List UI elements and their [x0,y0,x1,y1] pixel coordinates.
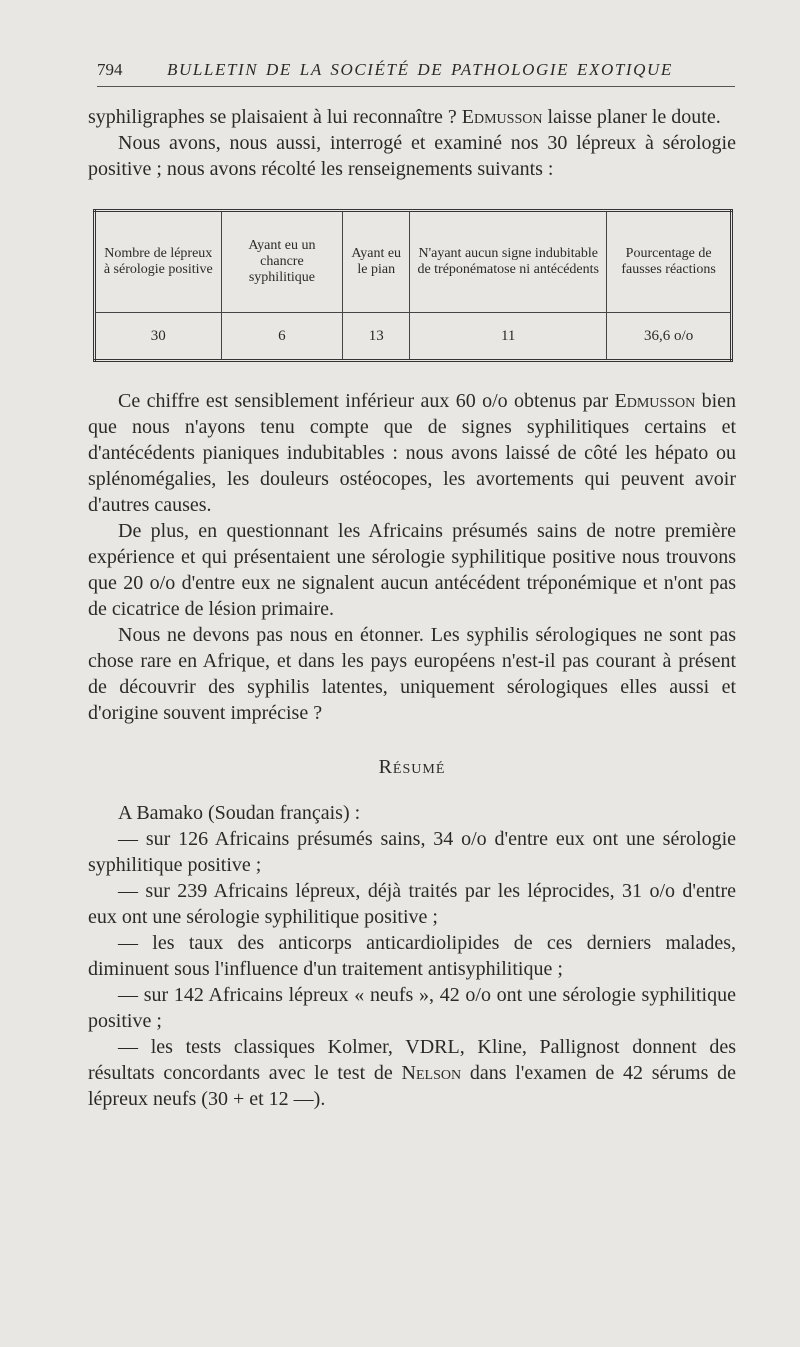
article-body [88,104,736,1112]
resume-item-5-text-a: — les tests classiques Kolmer, VDRL, Kline, Pallignost donnent des résultats concordants avec le test de [88,1036,736,1084]
resume-item-5 [88,1034,736,1112]
resume-item-2: — sur 239 Africains lépreux, déjà traités par les léprocides, 31 o/o d'entre eux ont une sérologie syphilitique positive ; [88,880,736,928]
table-cell: 11 [410,313,607,361]
paragraph-2: Nous avons, nous aussi, interrogé et examiné nos 30 lépreux à sérologie positive ; nous avons récolté les renseignements suivants : [88,132,736,180]
paragraph-3 [88,388,736,518]
table-cell: 36,6 o/o [644,328,694,344]
paragraph-1 [88,104,736,130]
table-header-cell: N'ayant aucun signe indubitable de tréponématose ni antécédents [410,211,607,313]
table-header-cell: Pourcentage de fausses réactions [607,211,732,313]
author-name-nelson: Nelson [401,1062,462,1084]
table-row [95,313,732,361]
table-header-row [95,211,732,313]
resume-item-5-text-b: dans l'examen de 42 sérums de lépreux neufs (30 + et 12 —). [88,1062,737,1110]
table-cell: 6 [221,313,343,361]
paragraph-1-text-b: laisse planer le doute. [542,106,721,128]
page-number: 794 [97,60,123,79]
paragraph-3-text-a: Ce chiffre est sensiblement inférieur aux 60 o/o obtenus par [118,390,615,412]
running-header [97,60,735,87]
running-title: BULLETIN DE LA SOCIÉTÉ DE PATHOLOGIE EXOTIQUE [167,60,673,79]
resume-intro: A Bamako (Soudan français) : [118,802,361,824]
table-header-cell: Ayant eu le pian [343,211,410,313]
table-cell: 13 [343,313,410,361]
paragraph-4: De plus, en questionnant les Africains présumés sains de notre première expérience et qui présentaient une sérologie syphilitique positive nous trouvons que 20 o/o d'entre eux ne signalent aucun antécédent tréponémique et n'ont pas de cicatrice de lésion primaire. [88,520,736,620]
paragraph-3-text-b: bien que nous n'ayons tenu compte que de signes syphilitiques certains et d'antécédents pianiques indubitables : nous avons laissé de côté les hépato ou splénomégalies, les douleurs ostéocopes, les avortements qui peuvent avoir d'autres causes. [88,390,737,516]
paragraph-5: Nous ne devons pas nous en étonner. Les syphilis sérologiques ne sont pas chose rare en Afrique, et dans les pays européens n'est-il pas courant à présent de découvrir des syphilis latentes, uniquement sérologiques elles aussi et d'origine souvent imprécise ? [88,624,736,724]
table-header-cell: Ayant eu un chancre syphilitique [221,211,343,313]
resume-item-1: — sur 126 Africains présumés sains, 34 o/o d'entre eux ont une sérologie syphilitique positive ; [88,828,736,876]
table-cell: 30 [95,313,222,361]
resume-heading: Résumé [378,756,446,778]
author-name-edmusson: Edmusson [461,106,543,128]
table-header-cell: Nombre de lépreux à sérologie positive [95,211,222,313]
resume-item-4: — sur 142 Africains lépreux « neufs », 42 o/o ont une sérologie syphilitique positive ; [88,984,736,1032]
paragraph-1-text-a: syphiligraphes se plaisaient à lui reconnaître ? [88,106,462,128]
results-table [93,209,733,362]
resume-item-3: — les taux des anticorps anticardiolipides de ces derniers malades, diminuent sous l'influence d'un traitement antisyphilitique ; [88,932,736,980]
discussion [88,388,736,726]
author-name-edmusson: Edmusson [614,390,696,412]
